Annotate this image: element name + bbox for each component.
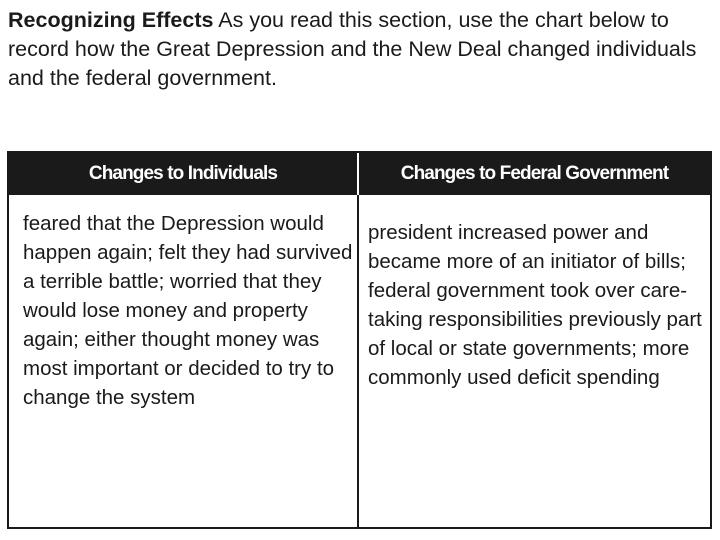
cell-changes-to-federal-government: president increased power and became more of an initiator of bills; federal government took over care-taking responsibilities previously part of local or state governments; more commonly used deficit spending: [368, 221, 702, 389]
instructions-lead: Recognizing Effects: [8, 8, 214, 32]
cell-changes-to-individuals: feared that the Depression would happen again; felt they had survived a terrible battle; worried that they would lose money and property again; either thought money was most important or decided to try to change the system: [23, 212, 353, 409]
body-column-divider: [357, 195, 359, 527]
instructions-text: As you read this section, use the chart below to record how the Great Depression and the New Deal changed individuals and the federal government.: [8, 8, 697, 90]
effects-chart-table: [7, 151, 712, 529]
instructions-paragraph: [8, 6, 708, 93]
chart-header-row: [9, 153, 710, 195]
header-changes-to-individuals: Changes to Individuals: [88, 163, 278, 184]
header-changes-to-federal-government: Changes to Federal Government: [400, 163, 669, 184]
